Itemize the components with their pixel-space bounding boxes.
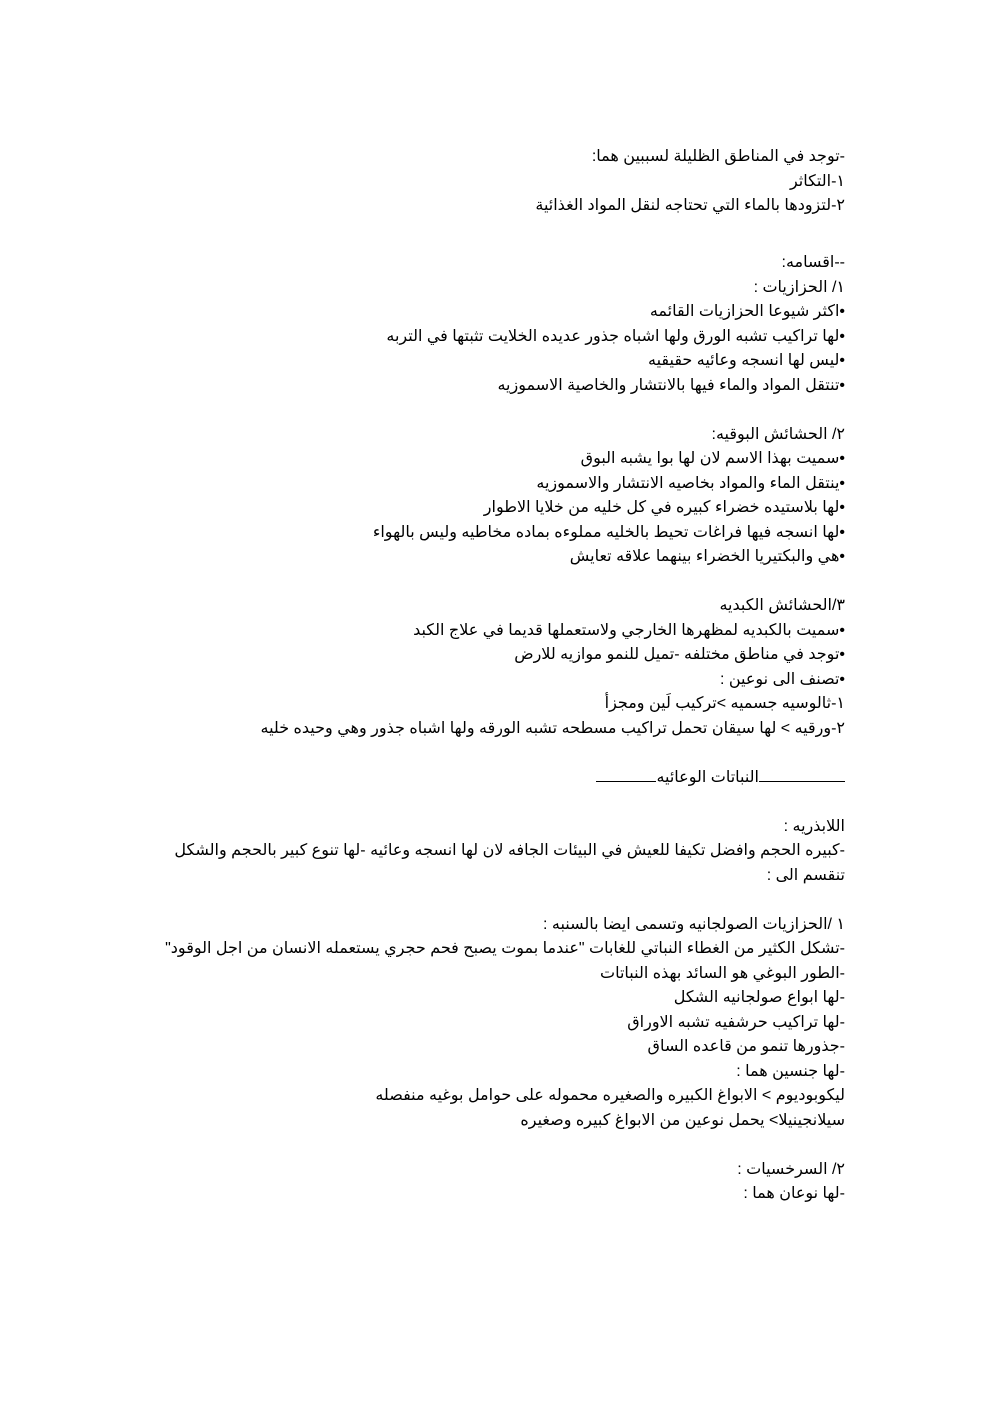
document-page — [150, 145, 845, 1207]
underline-rule — [596, 767, 656, 782]
hornworts-bullet: •سميت بهذا الاسم لان لها بوا يشبه البوق — [580, 450, 845, 467]
intro-line: ٢-لتزودها بالماء التي تحتاجه لنقل المواد الغذائية — [535, 197, 845, 214]
hornworts-bullet: •ينتقل الماء والمواد بخاصيه الانتشار والاسموزيه — [536, 474, 845, 492]
ferns-title: ٢/ السرخسيات : — [737, 1160, 845, 1178]
mosses-title: ١/ الحزازيات : — [753, 278, 845, 296]
clubmosses-line: -تشكل الكثير من الغطاء النباتي للغابات "عندما بموت يصبح فحم حجري يستعمله الانسان من اجل الوقود" — [165, 940, 845, 957]
seedless-desc: -كبيره الحجم وافضل تكيفا للعيش في البيئات الجافه لان لها انسجه وعائيه -لها تنوع كبير بالحجم والشكل — [174, 842, 845, 859]
intro-line: ١-التكاثر — [789, 172, 845, 190]
seedless-title: اللابذريه : — [783, 817, 845, 835]
liverworts-bullet: •سميت بالكبديه لمظهرها الخارجي ولاستعملها قديما في علاج الكبد — [413, 621, 845, 639]
vascular-heading — [150, 766, 845, 791]
hornworts-title: ٢/ الحشائش البوقيه: — [711, 425, 845, 443]
liverworts-type: ١-ثالوسيه جسميه >تركيب لَين ومجزأ — [604, 695, 845, 712]
hornworts-bullet: •لها انسجه فيها فراغات تحيط بالخليه مملوءه بماده مخاطيه وليس بالهواء — [372, 523, 845, 541]
mosses-bullet: •اكثر شيوعا الحزازيات القائمه — [649, 303, 845, 320]
underline-rule — [759, 767, 845, 782]
clubmosses-line: -لها ابواع صولجانيه الشكل — [673, 989, 845, 1006]
mosses-bullet: •لها تراكيب تشبه الورق ولها اشباه جذور عديده الخلايت تثبتها في التربه — [386, 327, 845, 345]
clubmosses-line: -لها جنسين هما : — [736, 1062, 845, 1080]
mosses-bullet: •تنتقل المواد والماء فيها بالانتشار والخاصية الاسموزيه — [497, 376, 845, 394]
ferns-line: -لها نوعان هما : — [743, 1185, 845, 1202]
divisions-title: --اقسامه: — [781, 254, 845, 271]
clubmosses-line: -الطور البوغي هو السائد بهذه النباتات — [600, 964, 845, 982]
clubmosses-line: -جذورها تنمو من قاعده الساق — [647, 1038, 845, 1055]
hornworts-bullet: •لها بلاستيده خضراء كبيره في كل خليه من خلايا الاطوار — [483, 499, 845, 516]
clubmosses-line: سيلانجينيلا> يحمل نوعين من الابواغ كبيره وصغيره — [520, 1111, 845, 1129]
seedless-desc: تنقسم الى : — [766, 866, 845, 884]
intro-line: -توجد في المناطق الظليلة لسببين هما: — [591, 148, 845, 165]
mosses-bullet: •ليس لها انسجه وعائيه حقيقيه — [647, 352, 845, 369]
liverworts-bullet: •تصنف الى نوعين : — [719, 670, 845, 688]
liverworts-title: ٣/الحشائش الكبديه — [719, 597, 845, 614]
hornworts-bullet: •هي والبكتيريا الخضراء بينهما علاقه تعايش — [569, 548, 845, 565]
liverworts-type: ٢-ورقيه > لها سيقان تحمل تراكيب مسطحه تشبه الورقه ولها اشباه جذور وهي وحيده خليه — [260, 719, 845, 737]
clubmosses-line: -لها تراكيب حرشفيه تشبه الاوراق — [627, 1013, 845, 1031]
vascular-title: النباتات الوعائيه — [656, 768, 759, 786]
liverworts-bullet: •توجد في مناطق مختلفه -تميل للنمو موازيه للارض — [514, 646, 845, 663]
clubmosses-line: ليكوبوديوم > الابواغ الكبيره والصغيره محموله على حوامل بوغيه منفصله — [375, 1087, 845, 1104]
clubmosses-title: ١ /الحزازيات الصولجانيه وتسمى ايضا بالسنبه : — [543, 915, 845, 933]
